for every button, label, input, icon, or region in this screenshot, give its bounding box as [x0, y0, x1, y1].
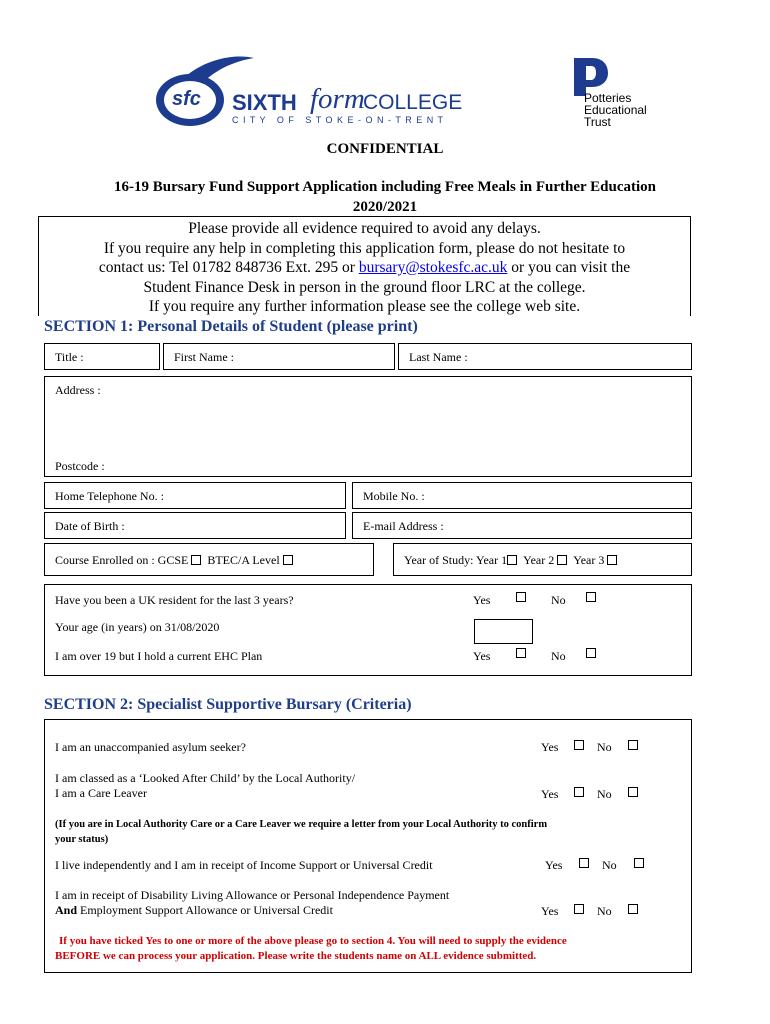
postcode-label: Postcode : — [55, 459, 105, 473]
looked-after-line-1: I am classed as a ‘Looked After Child’ by the Local Authority/ — [55, 771, 356, 785]
notice-box — [38, 216, 691, 316]
year-of-study-box — [393, 543, 692, 576]
first-name-label: First Name : — [174, 350, 234, 364]
looked-after-yes-checkbox[interactable] — [574, 787, 584, 797]
logo-badge-text: sfc — [172, 88, 201, 110]
disability-and-text: And — [55, 903, 78, 917]
form-year: 2020/2021 — [352, 199, 418, 215]
looked-after-no-checkbox[interactable] — [628, 787, 638, 797]
year-of-study-label: Year of Study: Year 1 — [404, 553, 508, 567]
form-title: 16-19 Bursary Fund Support Application including Free Meals in Further Education — [113, 179, 656, 195]
notice-visit-text: or you can visit the — [507, 259, 631, 276]
disability-question — [55, 888, 449, 918]
year2-checkbox[interactable] — [557, 555, 567, 565]
evidence-warning — [55, 934, 567, 964]
notice-line-5: If you require any further information please see the college web site. — [148, 298, 581, 315]
independent-no-label: No — [602, 858, 617, 872]
independent-question: I live independently and I am in receipt of Income Support or Universal Credit — [55, 858, 433, 872]
uk-resident-yes-checkbox[interactable] — [516, 592, 526, 602]
trust-line-2: Educational — [584, 103, 647, 117]
independent-yes-label: Yes — [545, 858, 563, 872]
notice-contact-text: contact us: Tel 01782 848736 Ext. 295 or — [98, 259, 359, 276]
independent-yes-checkbox[interactable] — [579, 858, 589, 868]
trust-name — [584, 92, 647, 128]
care-leaver-note-line-2: your status) — [55, 834, 109, 845]
disability-esa-text: Employment Support Allowance or Universal Credit — [77, 903, 333, 917]
age-input[interactable] — [474, 619, 533, 644]
year-of-study-line — [404, 553, 617, 568]
ehc-yes-checkbox[interactable] — [516, 648, 526, 658]
notice-line-3 — [39, 258, 690, 278]
disability-no-label: No — [597, 904, 612, 918]
trust-line-3: Trust — [584, 115, 611, 129]
uk-resident-no-checkbox[interactable] — [586, 592, 596, 602]
course-line — [55, 553, 293, 568]
year3-label: Year 3 — [573, 553, 605, 567]
btec-checkbox[interactable] — [283, 555, 293, 565]
evidence-warning-line-2: BEFORE we can process your application. Please write the students name on ALL evidence submitted. — [55, 950, 537, 962]
course-gcse-label: Course Enrolled on : GCSE — [55, 553, 189, 567]
email-label: E-mail Address : — [363, 519, 444, 533]
title-label: Title : — [55, 350, 84, 364]
btec-label: BTEC/A Level — [207, 553, 280, 567]
trust-logo — [570, 55, 660, 130]
care-leaver-note — [55, 817, 547, 847]
mobile-label: Mobile No. : — [363, 489, 425, 503]
section1-heading: SECTION 1: Personal Details of Student (please print) — [44, 318, 418, 335]
section2-box — [44, 719, 692, 973]
care-leaver-note-line-1: (If you are in Local Authority Care or a Care Leaver we require a letter from your Local Authority to confirm — [55, 819, 548, 830]
trust-line-1: Potteries — [584, 91, 632, 105]
logo-sixth-text: SIXTH — [232, 90, 297, 115]
logo-city-text: C I T Y O F S T O K E - O N - T R E N T — [232, 115, 445, 125]
asylum-yes-label: Yes — [541, 740, 559, 754]
last-name-field[interactable] — [398, 343, 692, 370]
asylum-question: I am an unaccompanied asylum seeker? — [55, 740, 246, 754]
home-telephone-field[interactable] — [44, 482, 346, 509]
date-of-birth-field[interactable] — [44, 512, 346, 539]
last-name-label: Last Name : — [409, 350, 468, 364]
looked-after-line-2: I am a Care Leaver — [55, 786, 147, 800]
disability-line-1: I am in receipt of Disability Living Allowance or Personal Independence Payment — [55, 888, 450, 902]
logo-college-text: COLLEGE — [363, 91, 463, 114]
mobile-field[interactable] — [352, 482, 692, 509]
independent-no-checkbox[interactable] — [634, 858, 644, 868]
ehc-no-label: No — [551, 649, 566, 663]
notice-line-1: Please provide all evidence required to avoid any delays. — [188, 220, 541, 237]
date-of-birth-label: Date of Birth : — [55, 519, 125, 533]
course-box — [44, 543, 374, 576]
disability-no-checkbox[interactable] — [628, 904, 638, 914]
first-name-field[interactable] — [163, 343, 395, 370]
email-link[interactable]: bursary@stokesfc.ac.uk — [358, 259, 508, 276]
ehc-question: I am over 19 but I hold a current EHC Plan — [55, 649, 263, 663]
notice-text — [39, 217, 690, 317]
notice-line-4: Student Finance Desk in person in the ground floor LRC at the college. — [143, 278, 586, 296]
asylum-no-label: No — [597, 740, 612, 754]
gcse-checkbox[interactable] — [191, 555, 201, 565]
residency-box — [44, 584, 692, 676]
uk-resident-question: Have you been a UK resident for the last 3 years? — [55, 593, 294, 607]
college-logo — [150, 52, 480, 132]
age-question: Your age (in years) on 31/08/2020 — [55, 620, 220, 634]
disability-yes-checkbox[interactable] — [574, 904, 584, 914]
looked-after-no-label: No — [597, 787, 612, 801]
home-telephone-label: Home Telephone No. : — [55, 489, 164, 503]
section2-heading: SECTION 2: Specialist Supportive Bursary (Criteria) — [44, 696, 412, 713]
uk-resident-no-label: No — [551, 593, 566, 607]
email-field[interactable] — [352, 512, 692, 539]
logo-form-text: form — [310, 83, 365, 115]
year3-checkbox[interactable] — [607, 555, 617, 565]
address-field[interactable] — [44, 376, 692, 477]
confidential-heading: CONFIDENTIAL — [326, 141, 444, 157]
looked-after-question — [55, 771, 355, 801]
asylum-yes-checkbox[interactable] — [574, 740, 584, 750]
disability-line-2 — [55, 903, 449, 918]
ehc-yes-label: Yes — [473, 649, 491, 663]
ehc-no-checkbox[interactable] — [586, 648, 596, 658]
uk-resident-yes-label: Yes — [473, 593, 491, 607]
asylum-no-checkbox[interactable] — [628, 740, 638, 750]
year1-checkbox[interactable] — [507, 555, 517, 565]
disability-yes-label: Yes — [541, 904, 559, 918]
address-label: Address : — [55, 383, 101, 397]
evidence-warning-line-1: If you have ticked Yes to one or more of the above please go to section 4. You will need to supply the evidence — [59, 935, 567, 947]
year2-label: Year 2 — [523, 553, 555, 567]
title-field[interactable] — [44, 343, 160, 370]
looked-after-yes-label: Yes — [541, 787, 559, 801]
notice-line-2: If you require any help in completing this application form, please do not hesitate to — [103, 239, 626, 257]
